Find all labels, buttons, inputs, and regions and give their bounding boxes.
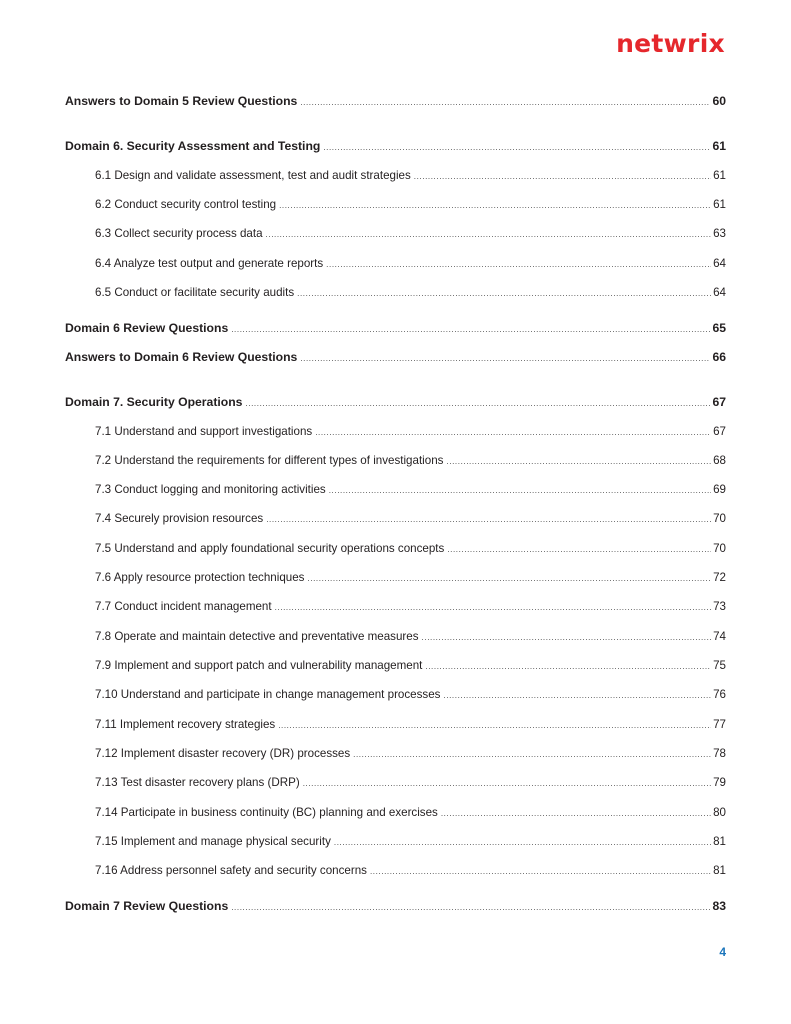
toc-leader-dots — [303, 776, 711, 792]
toc-entry[interactable] — [95, 746, 726, 762]
toc-entry-page: 81 — [713, 864, 726, 877]
toc-entry[interactable] — [95, 256, 726, 272]
toc-entry-title: 7.13 Test disaster recovery plans (DRP) — [95, 776, 300, 789]
toc-entry[interactable] — [95, 424, 726, 440]
toc-entry-title: 7.11 Implement recovery strategies — [95, 718, 276, 731]
toc-entry-page: 66 — [712, 350, 726, 364]
toc-entry-page: 70 — [713, 542, 726, 555]
toc-entry-page: 74 — [713, 630, 726, 643]
toc-leader-dots — [266, 227, 712, 243]
toc-entry[interactable] — [95, 863, 726, 879]
toc-leader-dots — [266, 512, 711, 528]
toc-entry-title: 6.4 Analyze test output and generate reports — [95, 257, 324, 270]
toc-leader-dots — [441, 806, 711, 822]
toc-entry[interactable] — [65, 349, 726, 365]
toc-entry-title: 7.15 Implement and manage physical security — [95, 835, 331, 848]
toc-entry-page: 60 — [712, 94, 726, 108]
toc-entry-page: 73 — [713, 600, 726, 613]
toc-entry-page: 72 — [713, 571, 726, 584]
toc-leader-dots — [275, 600, 711, 616]
toc-entry-title: 7.12 Implement disaster recovery (DR) processes — [95, 747, 351, 760]
toc-entry[interactable] — [95, 285, 726, 301]
toc-leader-dots — [300, 95, 710, 111]
toc-entry[interactable] — [95, 453, 726, 469]
toc-leader-dots — [231, 322, 710, 338]
toc-entry-page: 68 — [713, 454, 726, 467]
toc-entry-title: 7.6 Apply resource protection techniques — [95, 571, 305, 584]
toc-entry[interactable] — [95, 482, 726, 498]
toc-leader-dots — [278, 718, 711, 734]
toc-entry-title: 7.2 Understand the requirements for different types of investigations — [95, 454, 444, 467]
toc-entry-page: 83 — [712, 899, 726, 913]
toc-entry[interactable] — [95, 541, 726, 557]
toc-entry-page: 61 — [712, 139, 726, 153]
toc-entry[interactable] — [95, 168, 726, 184]
toc-entry[interactable] — [65, 320, 726, 336]
netwrix-logo: netwrix — [616, 29, 725, 58]
toc-leader-dots — [425, 659, 711, 675]
toc-leader-dots — [334, 835, 711, 851]
toc-entry-title: Domain 7. Security Operations — [65, 395, 243, 409]
toc-entry-title: 6.2 Conduct security control testing — [95, 198, 277, 211]
toc-leader-dots — [300, 351, 710, 367]
toc-leader-dots — [279, 198, 711, 214]
toc-entry[interactable] — [95, 687, 726, 703]
toc-entry[interactable] — [95, 511, 726, 527]
toc-entry[interactable] — [95, 717, 726, 733]
toc-entry-title: 7.7 Conduct incident management — [95, 600, 272, 613]
toc-leader-dots — [447, 542, 711, 558]
toc-entry-title: 7.4 Securely provision resources — [95, 512, 264, 525]
toc-entry-title: 7.16 Address personnel safety and security concerns — [95, 864, 367, 877]
toc-leader-dots — [414, 169, 711, 185]
toc-entry[interactable] — [95, 629, 726, 645]
toc-entry-page: 63 — [713, 227, 726, 240]
toc-entry-page: 78 — [713, 747, 726, 760]
toc-leader-dots — [353, 747, 711, 763]
toc-entry[interactable] — [95, 805, 726, 821]
toc-leader-dots — [231, 900, 710, 916]
toc-entry[interactable] — [95, 599, 726, 615]
toc-leader-dots — [422, 630, 712, 646]
toc-entry[interactable] — [95, 658, 726, 674]
toc-entry[interactable] — [95, 775, 726, 791]
toc-entry-page: 69 — [713, 483, 726, 496]
toc-entry-title: Answers to Domain 5 Review Questions — [65, 94, 298, 108]
toc-leader-dots — [446, 454, 711, 470]
toc-entry-page: 61 — [713, 198, 726, 211]
toc-leader-dots — [297, 286, 711, 302]
toc-entry[interactable] — [95, 570, 726, 586]
toc-entry[interactable] — [65, 898, 726, 914]
toc-entry-page: 65 — [712, 321, 726, 335]
toc-entry-title: Answers to Domain 6 Review Questions — [65, 350, 298, 364]
toc-entry[interactable] — [65, 93, 726, 109]
toc-entry-page: 80 — [713, 806, 726, 819]
toc-leader-dots — [245, 396, 710, 412]
toc-leader-dots — [315, 425, 711, 441]
toc-entry-page: 61 — [713, 169, 726, 182]
toc-entry-page: 64 — [713, 286, 726, 299]
toc-entry-title: 7.5 Understand and apply foundational security operations concepts — [95, 542, 445, 555]
toc-leader-dots — [329, 483, 711, 499]
toc-entry-title: Domain 6 Review Questions — [65, 321, 229, 335]
toc-leader-dots — [307, 571, 711, 587]
toc-entry-page: 79 — [713, 776, 726, 789]
toc-entry-title: 7.8 Operate and maintain detective and preventative measures — [95, 630, 419, 643]
toc-entry-title: Domain 7 Review Questions — [65, 899, 229, 913]
toc-entry-title: 6.3 Collect security process data — [95, 227, 263, 240]
toc-entry-page: 76 — [713, 688, 726, 701]
toc-entry[interactable] — [95, 226, 726, 242]
toc-entry-page: 64 — [713, 257, 726, 270]
toc-entry-title: Domain 6. Security Assessment and Testing — [65, 139, 321, 153]
toc-entry-title: 7.1 Understand and support investigations — [95, 425, 313, 438]
toc-entry[interactable] — [95, 834, 726, 850]
toc-leader-dots — [443, 688, 711, 704]
toc-entry-title: 7.14 Participate in business continuity (BC) planning and exercises — [95, 806, 438, 819]
toc-entry[interactable] — [65, 394, 726, 410]
toc-entry-title: 6.1 Design and validate assessment, test and audit strategies — [95, 169, 411, 182]
toc-entry-title: 7.3 Conduct logging and monitoring activities — [95, 483, 326, 496]
toc-entry[interactable] — [95, 197, 726, 213]
toc-entry-page: 77 — [713, 718, 726, 731]
toc-entry[interactable] — [65, 138, 726, 154]
page-number: 4 — [719, 945, 726, 959]
toc-entry-title: 6.5 Conduct or facilitate security audits — [95, 286, 295, 299]
toc-leader-dots — [323, 140, 710, 156]
toc-leader-dots — [370, 864, 711, 880]
toc-entry-page: 70 — [713, 512, 726, 525]
toc-entry-page: 67 — [713, 425, 726, 438]
toc-entry-title: 7.10 Understand and participate in change management processes — [95, 688, 441, 701]
toc-entry-page: 75 — [713, 659, 726, 672]
toc-leader-dots — [326, 257, 711, 273]
toc-entry-page: 67 — [712, 395, 726, 409]
toc-entry-title: 7.9 Implement and support patch and vulnerability management — [95, 659, 423, 672]
toc-entry-page: 81 — [713, 835, 726, 848]
